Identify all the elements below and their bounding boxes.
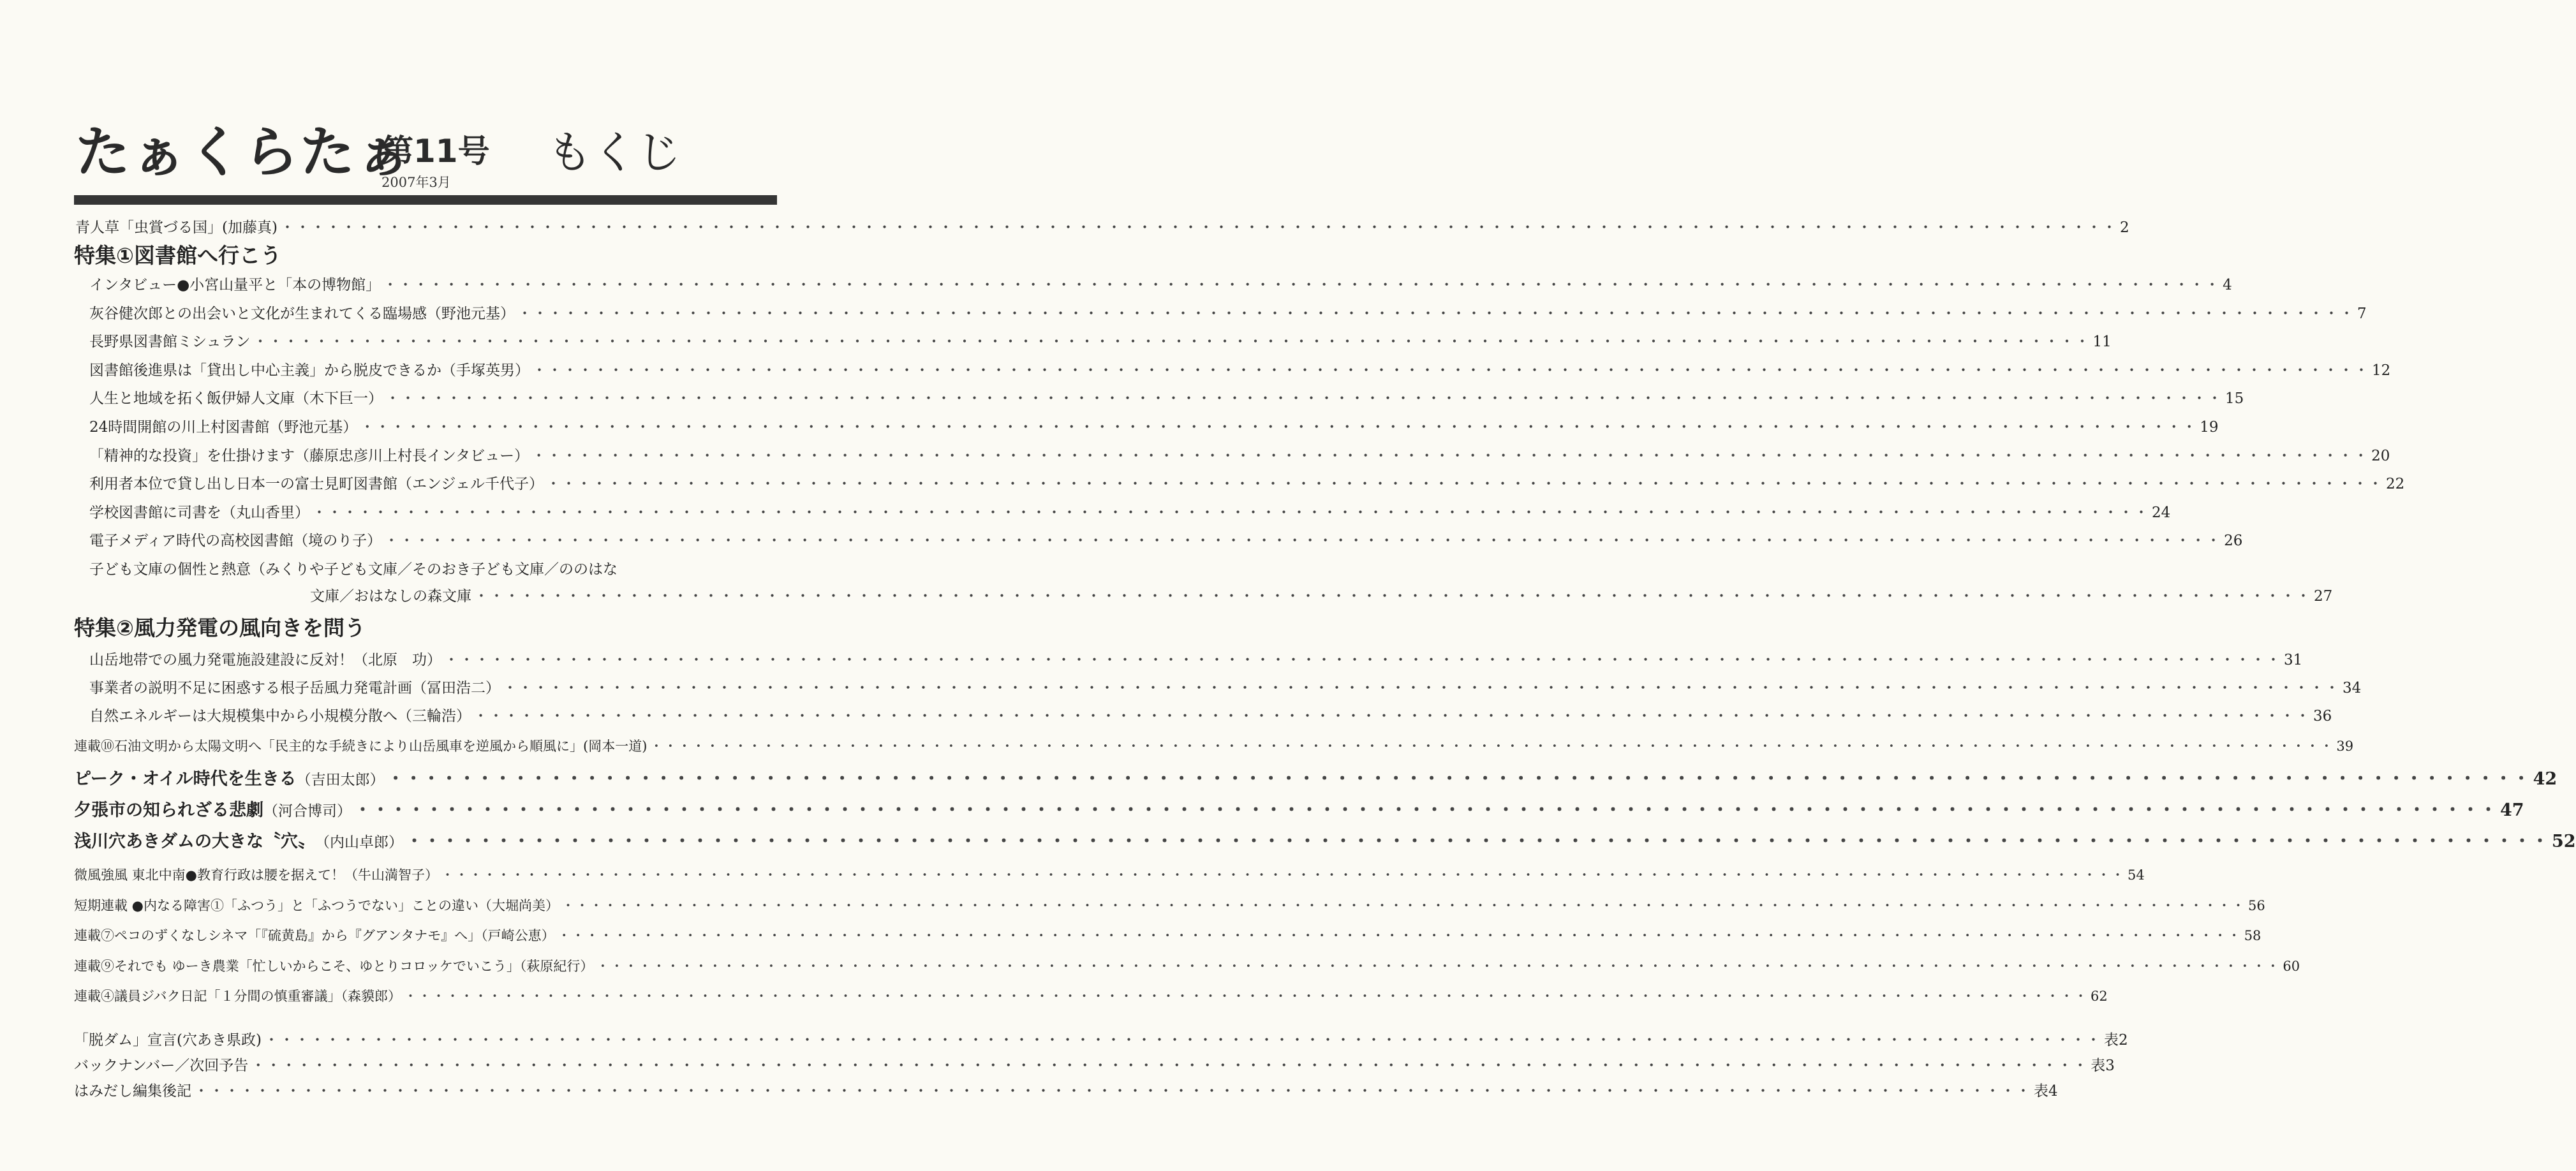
toc-entry[interactable]: 文庫／おはなしの森文庫 ・・・・・・・・・・・・・・・・・・・・・・・・・・・・・・・・・・・・・・・・・・・・・・・・・・・・・・・・・・・・・・・・・・・・・・・・・・・・・・・・・・・・・・・・・・・・・・・・・・・・・・・・・・・・・・・・・・・・・・・・ 27 (310, 588, 2333, 605)
toc-entry-page: 表3 (2091, 1057, 2115, 1074)
toc-entry-title: 夕張市の知られざる悲劇 (74, 800, 263, 820)
toc-entry-line1: 子ども文庫の個性と熱意（みくりや子ども文庫／そのおき子ども文庫／ののはな (89, 561, 618, 578)
toc-entry[interactable] (74, 1032, 2128, 1049)
toc-entry[interactable] (74, 800, 2524, 820)
toc-entry[interactable] (89, 447, 2390, 464)
toc-entry[interactable] (74, 928, 2261, 943)
toc-entry-title: 図書館後進県は「貸出し中心主義」から脱皮できるか（手塚英男） (89, 362, 529, 379)
toc-entry[interactable] (89, 334, 2112, 351)
toc-entry[interactable] (89, 652, 2303, 668)
toc-entry-page: 56 (2248, 897, 2265, 913)
leader-dots: ・・・・・・・・・・・・・・・・・・・・・・・・・・・・・・・・・・・・・・・・・・・・・・・・・・・・・・・・・・・・・・・・・・・・・・・・・・・・・・・・・・・・・・・・・・・・・・・・・・・・・・・・・・・・・・・・・・・・・・・・ (557, 928, 2242, 943)
toc-entry-title: 短期連載 ●内なる障害①「ふつう」と「ふつうでない」ことの違い（大堀尚美） (74, 897, 559, 913)
issue-number: 第11号 (381, 133, 490, 170)
leader-dots: ・・・・・・・・・・・・・・・・・・・・・・・・・・・・・・・・・・・・・・・・・・・・・・・・・・・・・・・・・・・・・・・・・・・・・・・・・・・・・・・・・・・・・・・・・・・・・・・・・・・・・・・・・・・・・・・・・・・・・・・・ (385, 390, 2223, 408)
toc-entry-title: 電子メディア時代の高校図書館（境のり子） (89, 533, 382, 550)
leader-dots: ・・・・・・・・・・・・・・・・・・・・・・・・・・・・・・・・・・・・・・・・・・・・・・・・・・・・・・・・・・・・・・・・・・・・・・・・・・・・・・・・・・・・・・・・・・・・・・・・・・・・・・・・・・・・・・・・・・・・・・・・ (503, 680, 2340, 696)
toc-entry-title: 長野県図書館ミシュラン (89, 334, 251, 351)
toc-entry-page: 19 (2200, 419, 2219, 436)
leader-dots: ・・・・・・・・・・・・・・・・・・・・・・・・・・・・・・・・・・・・・・・・・・・・・・・・・・・・・・・・・・・・・・・・・・・・・・・・・・・・・・・・・・・・・・・・・・・・・・・・・・・・・・・・・・・・・・・・・・・・・・・・ (387, 769, 2531, 789)
leader-dots: ・・・・・・・・・・・・・・・・・・・・・・・・・・・・・・・・・・・・・・・・・・・・・・・・・・・・・・・・・・・・・・・・・・・・・・・・・・・・・・・・・・・・・・・・・・・・・・・・・・・・・・・・・・・・・・・・・・・・・・・・ (561, 897, 2246, 913)
toc-entry-page: 31 (2284, 652, 2303, 668)
toc-entry-page: 表4 (2034, 1083, 2058, 1100)
toc-entry-title: 微風強風 東北中南●教育行政は腰を据えて！（牛山満智子） (74, 867, 438, 883)
toc-entry-author: （吉田太郎） (296, 772, 385, 788)
toc-entry[interactable] (89, 680, 2362, 696)
toc-entry-title: 24時間開館の川上村図書館（野池元基） (89, 419, 358, 436)
toc-entry-title: バックナンバー／次回予告 (74, 1057, 249, 1074)
leader-dots: ・・・・・・・・・・・・・・・・・・・・・・・・・・・・・・・・・・・・・・・・・・・・・・・・・・・・・・・・・・・・・・・・・・・・・・・・・・・・・・・・・・・・・・・・・・・・・・・・・・・・・・・・・・・・・・・・・・・・・・・・ (253, 334, 2091, 351)
toc-entry-page: 26 (2224, 533, 2243, 550)
toc-entry-title: 人生と地域を拓く飯伊婦人文庫（木下巨一） (89, 390, 383, 408)
toc-entry[interactable]: 青人草「虫賞づる国」(加藤真) ・・・・・・・・・・・・・・・・・・・・・・・・・・・・・・・・・・・・・・・・・・・・・・・・・・・・・・・・・・・・・・・・・・・・・・・・・・・・・・・・・・・・・・・・・・・・・・・・・・・・・・・・・・・・・・・・・・・・・・・・ 2 (75, 219, 2129, 236)
toc-entry-page: 4 (2223, 277, 2232, 293)
leader-dots: ・・・・・・・・・・・・・・・・・・・・・・・・・・・・・・・・・・・・・・・・・・・・・・・・・・・・・・・・・・・・・・・・・・・・・・・・・・・・・・・・・・・・・・・・・・・・・・・・・・・・・・・・・・・・・・・・・・・・・・・・ (441, 867, 2125, 883)
leader-dots: ・・・・・・・・・・・・・・・・・・・・・・・・・・・・・・・・・・・・・・・・・・・・・・・・・・・・・・・・・・・・・・・・・・・・・・・・・・・・・・・・・・・・・・・・・・・・・・・・・・・・・・・・・・・・・・・・・・・・・・・・ (545, 476, 2383, 493)
toc-entry[interactable] (89, 362, 2391, 379)
toc-entry-page: 表2 (2103, 1032, 2128, 1049)
toc-entry[interactable] (89, 390, 2244, 408)
toc-entry-title: 自然エネルギーは大規模集中から小規模分散へ（三輪浩） (89, 708, 471, 725)
leader-dots: ・・・・・・・・・・・・・・・・・・・・・・・・・・・・・・・・・・・・・・・・・・・・・・・・・・・・・・・・・・・・・・・・・・・・・・・・・・・・・・・・・・・・・・・・・・・・・・・・・・・・・・・・・・・・・・・・・・・・・・・・ (444, 652, 2281, 668)
toc-entry[interactable] (74, 958, 2300, 974)
toc-entry-author: （内山卓郎） (315, 834, 403, 851)
toc-entry-page: 42 (2533, 769, 2557, 789)
leader-dots: ・・・・・・・・・・・・・・・・・・・・・・・・・・・・・・・・・・・・・・・・・・・・・・・・・・・・・・・・・・・・・・・・・・・・・・・・・・・・・・・・・・・・・・・・・・・・・・・・・・・・・・・・・・・・・・・・・・・・・・・・ (383, 277, 2221, 293)
toc-entry[interactable] (89, 476, 2405, 493)
leader-dots: ・・・・・・・・・・・・・・・・・・・・・・・・・・・・・・・・・・・・・・・・・・・・・・・・・・・・・・・・・・・・・・・・・・・・・・・・・・・・・・・・・・・・・・・・・・・・・・・・・・・・・・・・・・・・・・・・・・・・・・・・ (532, 362, 2369, 379)
leader-dots: ・・・・・・・・・・・・・・・・・・・・・・・・・・・・・・・・・・・・・・・・・・・・・・・・・・・・・・・・・・・・・・・・・・・・・・・・・・・・・・・・・・・・・・・・・・・・・・・・・・・・・・・・・・・・・・・・・・・・・・・・ (251, 1057, 2089, 1074)
toc-entry[interactable] (89, 504, 2171, 521)
toc-entry-title: 学校図書館に司書を（丸山香里） (89, 504, 309, 521)
toc-entry-page: 12 (2372, 362, 2391, 379)
toc-entry-title: 連載④議員ジバク日記「１分間の慎重審議」（森貘郎） (74, 989, 402, 1004)
leader-dots: ・・・・・・・・・・・・・・・・・・・・・・・・・・・・・・・・・・・・・・・・・・・・・・・・・・・・・・・・・・・・・・・・・・・・・・・・・・・・・・・・・・・・・・・・・・・・・・・・・・・・・・・・・・・・・・・・・・・・・・・・ (517, 305, 2355, 322)
magazine-logo: たぁくらたぁ (75, 121, 412, 184)
toc-entry[interactable] (74, 1057, 2115, 1074)
toc-entry-title: 連載⑨それでも ゆーき農業「忙しいからこそ、ゆとりコロッケでいこう」（萩原紀行） (74, 958, 594, 974)
feature1-heading: 特集①図書館へ行こう (74, 243, 281, 268)
toc-entry-page: 34 (2343, 680, 2362, 696)
toc-entry-page: 54 (2128, 867, 2145, 883)
toc-entry[interactable] (89, 708, 2332, 725)
leader-dots: ・・・・・・・・・・・・・・・・・・・・・・・・・・・・・・・・・・・・・・・・・・・・・・・・・・・・・・・・・・・・・・・・・・・・・・・・・・・・・・・・・・・・・・・・・・・・・・・・・・・・・・・・・・・・・・・・・・・・・・・・ (596, 958, 2281, 974)
toc-entry[interactable]: 連載⑩石油文明から太陽文明へ「民主的な手続きにより山岳風車を逆風から順風に」(岡本一道) ・・・・・・・・・・・・・・・・・・・・・・・・・・・・・・・・・・・・・・・・・・・・・・・・・・・・・・・・・・・・・・・・・・・・・・・・・・・・・・・・・・・・・・・・・・・・・・・・・・・・・・・・・・・・・・・・・・・・・・・・ 39 (74, 739, 2354, 754)
toc-entry-title: 山岳地帯での風力発電施設建設に反対！（北原 功） (89, 652, 441, 668)
toc-entry-page: 20 (2371, 447, 2390, 464)
leader-dots: ・・・・・・・・・・・・・・・・・・・・・・・・・・・・・・・・・・・・・・・・・・・・・・・・・・・・・・・・・・・・・・・・・・・・・・・・・・・・・・・・・・・・・・・・・・・・・・・・・・・・・・・・・・・・・・・・・・・・・・・・ (360, 419, 2198, 436)
toc-entry-title: 「脱ダム」宣言(穴あき県政) (74, 1032, 262, 1049)
leader-dots: ・・・・・・・・・・・・・・・・・・・・・・・・・・・・・・・・・・・・・・・・・・・・・・・・・・・・・・・・・・・・・・・・・・・・・・・・・・・・・・・・・・・・・・・・・・・・・・・・・・・・・・・・・・・・・・・・・・・・・・・・ (354, 800, 2498, 820)
leader-dots: ・・・・・・・・・・・・・・・・・・・・・・・・・・・・・・・・・・・・・・・・・・・・・・・・・・・・・・・・・・・・・・・・・・・・・・・・・・・・・・・・・・・・・・・・・・・・・・・・・・・・・・・・・・・・・・・・・・・・・・・・ (194, 1083, 2031, 1100)
toc-entry-page: 24 (2152, 504, 2171, 521)
toc-entry[interactable] (89, 305, 2367, 322)
toc-entry-title: 浅川穴あきダムの大きな〝穴〟 (74, 832, 315, 851)
toc-entry[interactable] (89, 533, 2243, 550)
leader-dots: ・・・・・・・・・・・・・・・・・・・・・・・・・・・・・・・・・・・・・・・・・・・・・・・・・・・・・・・・・・・・・・・・・・・・・・・・・・・・・・・・・・・・・・・・・・・・・・・・・・・・・・・・・・・・・・・・・・・・・・・・ (531, 447, 2369, 464)
toc-entry[interactable] (89, 419, 2219, 436)
toc-entry-title: 利用者本位で貸し出し日本一の富士見町図書館（エンジェル千代子） (89, 476, 544, 493)
leader-dots: ・・・・・・・・・・・・・・・・・・・・・・・・・・・・・・・・・・・・・・・・・・・・・・・・・・・・・・・・・・・・・・・・・・・・・・・・・・・・・・・・・・・・・・・・・・・・・・・・・・・・・・・・・・・・・・・・・・・・・・・・ (404, 989, 2089, 1004)
toc-entry-page: 11 (2092, 334, 2112, 351)
toc-entry-title: はみだし編集後記 (74, 1083, 191, 1100)
toc-entry-page: 58 (2244, 928, 2261, 943)
toc-entry-title: 連載⑦ペコのずくなしシネマ「『硫黄島』から『グアンタナモ』へ」（戸崎公恵） (74, 928, 555, 943)
toc-entry[interactable] (89, 277, 2232, 293)
toc-entry[interactable] (74, 897, 2265, 913)
toc-entry-title: 灰谷健次郎との出会いと文化が生まれてくる臨場感（野池元基） (89, 305, 515, 322)
toc-entry-title: 事業者の説明不足に困惑する根子岳風力発電計画（冨田浩二） (89, 680, 500, 696)
toc-entry-page: 7 (2357, 305, 2367, 322)
toc-entry[interactable] (74, 1083, 2058, 1100)
toc-entry-title: インタビュー●小宮山量平と「本の博物館」 (89, 277, 381, 293)
toc-entry-page: 62 (2091, 989, 2108, 1004)
toc-entry[interactable] (74, 989, 2108, 1004)
toc-entry-author: （河合博司） (263, 803, 352, 820)
toc-entry[interactable] (74, 867, 2145, 883)
issue-date: 2007年3月 (381, 175, 451, 190)
toc-entry-page: 22 (2385, 476, 2405, 493)
leader-dots: ・・・・・・・・・・・・・・・・・・・・・・・・・・・・・・・・・・・・・・・・・・・・・・・・・・・・・・・・・・・・・・・・・・・・・・・・・・・・・・・・・・・・・・・・・・・・・・・・・・・・・・・・・・・・・・・・・・・・・・・・ (263, 1032, 2101, 1049)
leader-dots: ・・・・・・・・・・・・・・・・・・・・・・・・・・・・・・・・・・・・・・・・・・・・・・・・・・・・・・・・・・・・・・・・・・・・・・・・・・・・・・・・・・・・・・・・・・・・・・・・・・・・・・・・・・・・・・・・・・・・・・・・ (312, 504, 2149, 521)
toc-entry-page: 60 (2283, 958, 2300, 974)
toc-entry[interactable] (74, 832, 2576, 851)
feature2-heading: 特集②風力発電の風向きを問う (74, 615, 366, 640)
page-title: もくじ (547, 126, 681, 179)
toc-entry-page: 36 (2313, 708, 2332, 725)
toc-entry-page: 15 (2225, 390, 2244, 408)
toc-entry-page: 47 (2500, 800, 2524, 820)
leader-dots: ・・・・・・・・・・・・・・・・・・・・・・・・・・・・・・・・・・・・・・・・・・・・・・・・・・・・・・・・・・・・・・・・・・・・・・・・・・・・・・・・・・・・・・・・・・・・・・・・・・・・・・・・・・・・・・・・・・・・・・・・ (406, 832, 2549, 851)
leader-dots: ・・・・・・・・・・・・・・・・・・・・・・・・・・・・・・・・・・・・・・・・・・・・・・・・・・・・・・・・・・・・・・・・・・・・・・・・・・・・・・・・・・・・・・・・・・・・・・・・・・・・・・・・・・・・・・・・・・・・・・・・ (384, 533, 2222, 550)
toc-entry-title: ピーク・オイル時代を生きる (74, 769, 297, 789)
toc-entry[interactable] (74, 769, 2557, 789)
leader-dots: ・・・・・・・・・・・・・・・・・・・・・・・・・・・・・・・・・・・・・・・・・・・・・・・・・・・・・・・・・・・・・・・・・・・・・・・・・・・・・・・・・・・・・・・・・・・・・・・・・・・・・・・・・・・・・・・・・・・・・・・・ (473, 708, 2311, 725)
toc-entry-page: 52 (2552, 832, 2576, 851)
toc-entry-title: 「精神的な投資」を仕掛けます（藤原忠彦川上村長インタビュー） (89, 447, 529, 464)
